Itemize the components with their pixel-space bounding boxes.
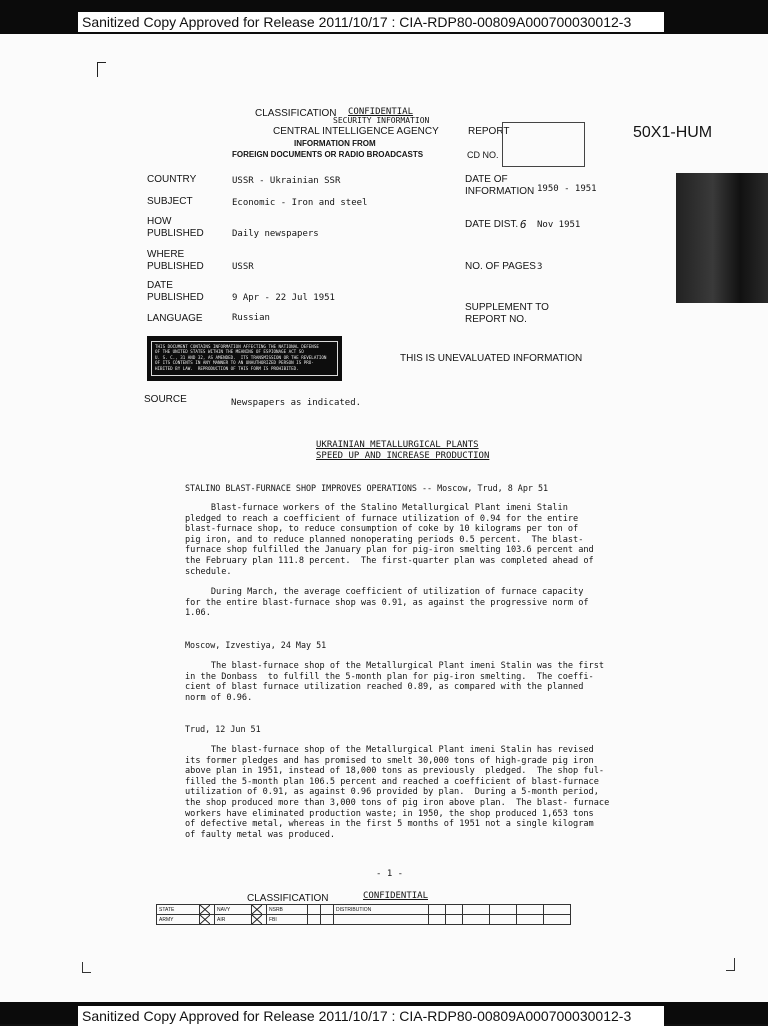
country-value: USSR - Ukrainian SSR [232, 176, 341, 186]
source-value: Newspapers as indicated. [231, 398, 362, 408]
release-banner-bottom: Sanitized Copy Approved for Release 2011/10/17 : CIA-RDP80-00809A000700030012-3 [78, 1006, 664, 1026]
how-published-value: Daily newspapers [232, 229, 319, 239]
date-of-information-value: 1950 - 1951 [537, 184, 597, 194]
date-of-information-label-2: INFORMATION [465, 186, 535, 197]
footer-classification-label: CLASSIFICATION [247, 893, 329, 904]
classification-label: CLASSIFICATION [255, 108, 337, 119]
state-cell: STATE [157, 905, 200, 915]
corner-mark [82, 962, 91, 973]
release-banner-top: Sanitized Copy Approved for Release 2011/10/17 : CIA-RDP80-00809A000700030012-3 [78, 12, 664, 32]
unevaluated-notice: THIS IS UNEVALUATED INFORMATION [400, 353, 583, 364]
x-mark-icon [200, 905, 215, 915]
paragraph-2: During March, the average coefficient of utilization of furnace capacity for the entire blast-furnace shop was 0.91, as against the progressive norm of 1.06. [185, 587, 589, 619]
fbi-cell: FBI [267, 915, 308, 925]
distribution-cell: DISTRIBUTION [334, 905, 429, 915]
report-no-label: REPORT NO. [465, 314, 527, 325]
paragraph-4: The blast-furnace shop of the Metallurgical Plant imeni Stalin has revised its former pledges and has promised to smelt 30,000 tons of high-grade pig iron above plan in 1951, instead of 18,000 tons as previously pledged. The shop ful- filled the 5-month plan 106.5 percent and reached a coefficient of blast-furnace utilization of 0.91, as against 0.96 provided by plan. During a 5-month period, the shop produced more than 3,000 tons of pig iron above plan. The blast- furnace workers have eliminated production waste; in 1950, the shop produced 1,653 tons of defective metal, whereas in the first 5 months of 1951 not a single kilogram of faulty metal was produced. [185, 745, 610, 840]
source-label: SOURCE [144, 394, 187, 405]
date-published-value: 9 Apr - 22 Jul 1951 [232, 293, 335, 303]
agency-name: CENTRAL INTELLIGENCE AGENCY [273, 126, 439, 137]
corner-mark [97, 62, 106, 77]
navy-cell: NAVY [215, 905, 252, 915]
air-cell: AIR [215, 915, 252, 925]
section-heading-trud: Trud, 12 Jun 51 [185, 724, 261, 734]
date-published-label: DATE [147, 280, 173, 291]
where-published-value: USSR [232, 262, 254, 272]
espionage-warning-text: THIS DOCUMENT CONTAINS INFORMATION AFFECTING THE NATIONAL DEFENSE OF THE UNITED STATES WITHIN THE MEANING OF ESPIONAGE ACT SO U. S. C., 31 AND 32, AS AMENDED. ITS TRANSMISSION OR THE REVELATION OF ITS CONTENTS IN ANY MANNER TO AN UNAUTHORIZED PERSON IS PRO- HIBITED BY LAW. REPRODUCTION OF THIS FORM IS PROHIBITED. [151, 341, 338, 376]
subject-label: SUBJECT [147, 196, 193, 207]
document-title-line-1: UKRAINIAN METALLURGICAL PLANTS [316, 440, 479, 450]
x-mark-icon [252, 905, 267, 915]
where-published-label: WHERE [147, 249, 185, 260]
page-number: - 1 - [376, 869, 404, 879]
date-distributed-value: Nov 1951 [537, 220, 581, 230]
pages-label: NO. OF PAGES [465, 261, 536, 272]
section-heading-izvestiya: Moscow, Izvestiya, 24 May 51 [185, 640, 327, 650]
paragraph-3: The blast-furnace shop of the Metallurgical Plant imeni Stalin was the first in the Donbass to fulfill the 5-month plan for pig-iron smelting. The coeffi- cient of blast furnace utilization reached 0.89, as compared with the planned norm of 0.96. [185, 661, 605, 703]
how-published-label-2: PUBLISHED [147, 228, 204, 239]
information-from: INFORMATION FROM [294, 139, 376, 148]
exemption-stamp: 50X1-HUM [633, 124, 713, 141]
date-published-label-2: PUBLISHED [147, 292, 204, 303]
foreign-documents: FOREIGN DOCUMENTS OR RADIO BROADCASTS [232, 150, 424, 159]
x-mark-icon [252, 915, 267, 925]
security-information: SECURITY INFORMATION [333, 116, 430, 125]
supplement-label: SUPPLEMENT TO [465, 302, 549, 313]
subject-value: Economic - Iron and steel [232, 198, 368, 208]
nsrb-cell: NSRB [267, 905, 308, 915]
date-distributed-day: 6 [520, 218, 527, 231]
pages-value: 3 [537, 262, 543, 272]
corner-mark [726, 958, 735, 971]
distribution-table [156, 904, 571, 925]
espionage-warning-box [147, 336, 342, 381]
x-mark-icon [200, 915, 215, 925]
document-title-line-2: SPEED UP AND INCREASE PRODUCTION [316, 451, 490, 461]
scan-artifact [676, 173, 768, 303]
language-value: Russian [232, 313, 270, 323]
section-heading-stalino: STALINO BLAST-FURNACE SHOP IMPROVES OPERATIONS -- Moscow, Trud, 8 Apr 51 [185, 483, 549, 493]
how-published-label: HOW [147, 216, 172, 227]
army-cell: ARMY [157, 915, 200, 925]
report-label: REPORT [468, 126, 510, 137]
classification-value: CONFIDENTIAL [348, 107, 414, 117]
paragraph-1: Blast-furnace workers of the Stalino Metallurgical Plant imeni Stalin pledged to reach a coefficient of furnace utilization of 0.94 for the entire blast-furnace shop, to reduce consumption of coke by 10 kilograms per ton of pig iron, and to reduce planned nonoperating periods 0.5 percent. The blast- furnace shop fulfilled the January plan for pig-iron smelting 103.6 percent and the February plan 111.8 percent. The first-quarter plan was completed ahead of schedule. [185, 503, 594, 577]
country-label: COUNTRY [147, 174, 197, 185]
report-number-box [502, 122, 585, 167]
cd-number-label: CD NO. [467, 150, 499, 160]
footer-classification-value: CONFIDENTIAL [363, 891, 429, 901]
date-distributed-label: DATE DIST. [465, 219, 519, 230]
date-of-information-label: DATE OF [465, 174, 508, 185]
where-published-label-2: PUBLISHED [147, 261, 204, 272]
language-label: LANGUAGE [147, 313, 203, 324]
